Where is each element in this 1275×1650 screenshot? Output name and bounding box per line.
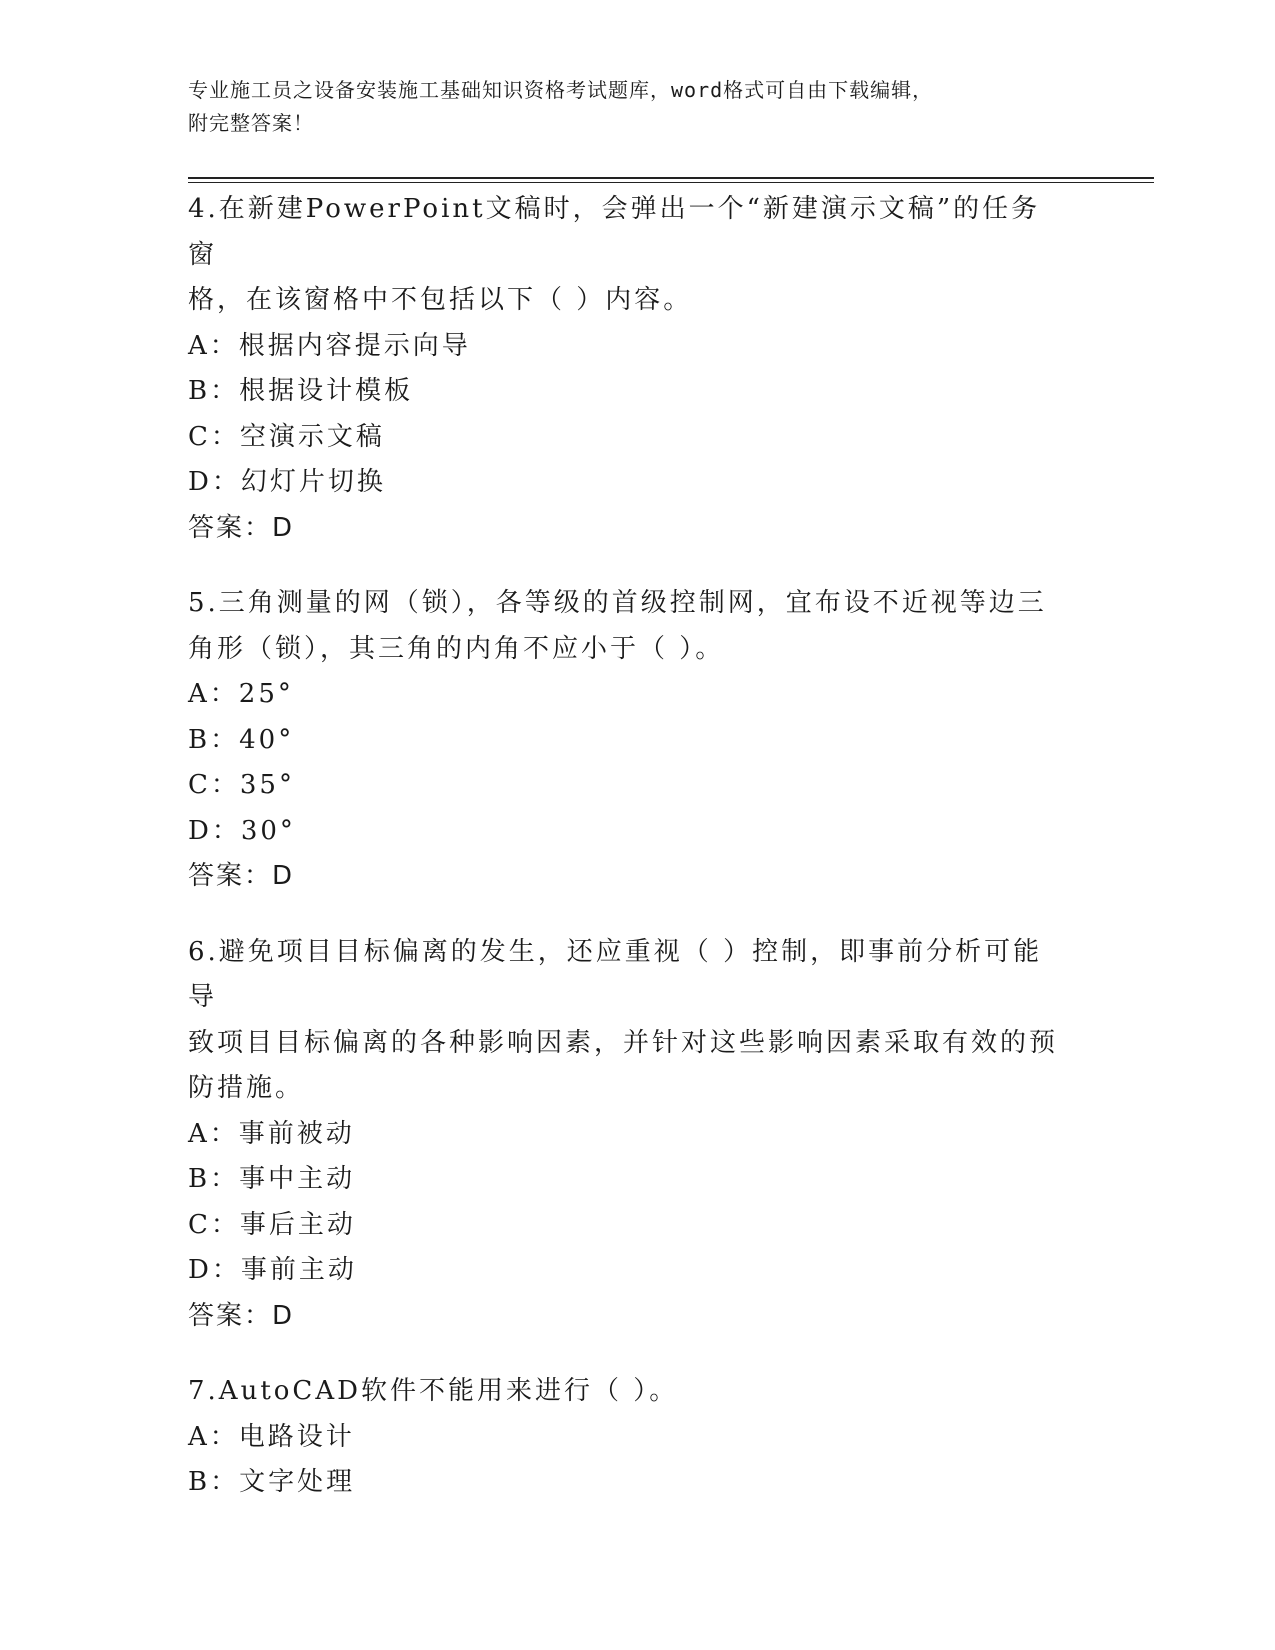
question-list xyxy=(188,187,1088,1536)
question-stem-line: 5.三角测量的网（锁），各等级的首级控制网，宜布设不近视等边三 xyxy=(188,588,1047,618)
question-stem-line: 角形（锁），其三角的内角不应小于（ ）。 xyxy=(188,633,725,664)
question-stem xyxy=(188,581,1088,672)
option-a: A：事前被动 xyxy=(188,1118,355,1149)
question-stem-line: 6.避免项目目标偏离的发生，还应重视（ ）控制，即事前分析可能导 xyxy=(188,936,1043,1012)
question-4 xyxy=(188,187,1088,551)
header-line-1: 专业施工员之设备安装施工基础知识资格考试题库，word格式可自由下载编辑， xyxy=(188,78,934,102)
option-b: B：文字处理 xyxy=(188,1467,356,1497)
option-d: D：事前主动 xyxy=(188,1255,357,1285)
header-rule-thin xyxy=(188,182,1154,183)
question-stem-line: 防措施。 xyxy=(188,1073,305,1103)
question-stem-line: 致项目目标偏离的各种影响因素，并针对这些影响因素采取有效的预 xyxy=(188,1027,1059,1058)
option-b: B：事中主动 xyxy=(188,1164,356,1194)
question-stem-line: 格，在该窗格中不包括以下（ ）内容。 xyxy=(188,285,693,315)
question-stem-line: 4.在新建PowerPoint文稿时，会弹出一个“新建演示文稿”的任务窗 xyxy=(188,194,1041,270)
option-c: C：空演示文稿 xyxy=(188,421,385,452)
question-stem xyxy=(188,930,1088,1112)
answer: 答案：D xyxy=(188,1300,295,1331)
header-rule-thick xyxy=(188,177,1154,179)
question-5 xyxy=(188,581,1088,900)
header-line-2: 附完整答案！ xyxy=(188,111,314,135)
question-stem xyxy=(188,1369,1088,1415)
option-c: C：事后主动 xyxy=(188,1209,356,1240)
option-c: C：35° xyxy=(188,770,295,800)
option-a: A：25° xyxy=(188,679,294,709)
question-stem-line: 7.AutoCAD软件不能用来进行（ ）。 xyxy=(188,1376,679,1406)
option-b: B：40° xyxy=(188,724,295,755)
question-7 xyxy=(188,1369,1088,1506)
option-a: A：电路设计 xyxy=(188,1421,355,1452)
document-header xyxy=(188,74,1068,140)
question-stem xyxy=(188,187,1088,324)
answer: 答案：D xyxy=(188,861,295,891)
option-a: A：根据内容提示向导 xyxy=(188,330,471,361)
option-d: D：幻灯片切换 xyxy=(188,467,386,497)
answer: 答案：D xyxy=(188,512,295,543)
option-b: B：根据设计模板 xyxy=(188,376,414,406)
question-6 xyxy=(188,930,1088,1340)
option-d: D：30° xyxy=(188,815,296,846)
